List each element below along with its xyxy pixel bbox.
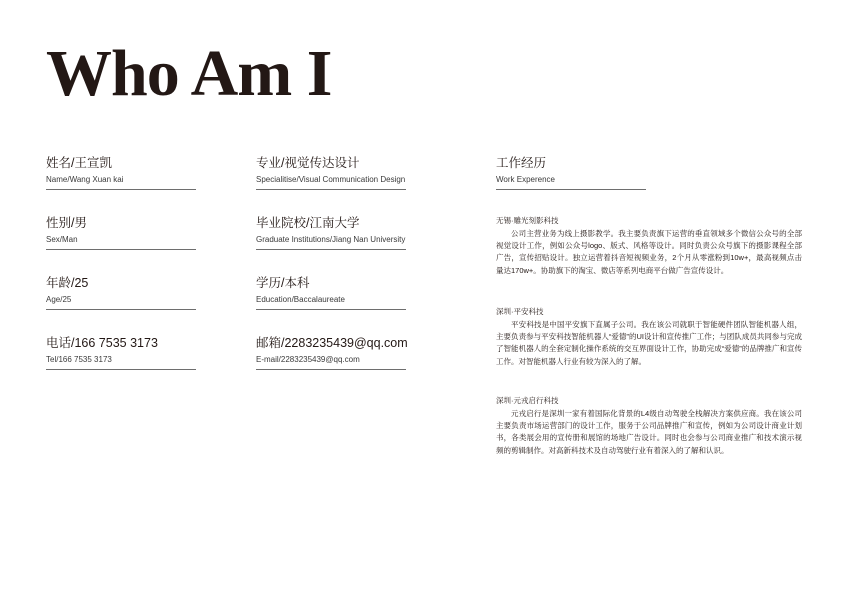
divider bbox=[256, 249, 406, 250]
speciality-label: 专业/视觉传达设计 bbox=[256, 156, 360, 170]
work-description: 平安科技是中国平安旗下直属子公司。我在该公司就职于智能硬件团队智能机器人组，主要负责参与平安科技智能机器人“爱德”的UI设计和宣传推广工作；与团队成员共同参与完成了智能机器人的全套定制化操作系统的交互界面设计工作，协助完成“爱德”的品牌推广和宣传工作。对智能机器人行业有较为深入的了解。 bbox=[496, 320, 802, 366]
sex-label-en: Sex/Man bbox=[46, 235, 78, 244]
company-name: 深圳·元戎启行科技 bbox=[496, 396, 559, 405]
sex-field bbox=[46, 215, 87, 245]
tel-label: 电话/166 7535 3173 bbox=[46, 336, 158, 350]
email-label: 邮箱/2283235439@qq.com bbox=[256, 336, 408, 350]
work-description: 元戎启行是深圳一家有着国际化背景的L4级自动驾驶全栈解决方案供应商。我在该公司主要负责市场运营部门的设计工作，服务于公司品牌推广和宣传，例如为公司设计商业计划书，各类展会用的宣传册和展馆的场地广告设计。同时也会参与公司商业推广和技术演示视频的剪辑制作。对高新科技术及自动驾驶行业有着深入的了解和认识。 bbox=[496, 409, 802, 455]
divider bbox=[256, 189, 406, 190]
work-heading-label: 工作经历 bbox=[496, 156, 547, 170]
company-name: 无锡·雕光刻影科技 bbox=[496, 216, 559, 225]
age-label: 年龄/25 bbox=[46, 276, 89, 290]
education-field bbox=[256, 275, 345, 305]
institution-label: 毕业院校/江南大学 bbox=[256, 216, 360, 230]
work-experience-heading bbox=[496, 155, 555, 185]
divider bbox=[256, 369, 406, 370]
education-label-en: Education/Baccalaureate bbox=[256, 295, 345, 304]
work-entry bbox=[496, 395, 802, 457]
divider bbox=[46, 189, 196, 190]
page-title: Who Am I bbox=[46, 37, 332, 110]
age-label-en: Age/25 bbox=[46, 295, 72, 304]
speciality-label-en: Specialitise/Visual Communication Design bbox=[256, 175, 406, 184]
tel-field bbox=[46, 335, 158, 365]
work-entry bbox=[496, 215, 802, 277]
institution-label-en: Graduate Institutions/Jiang Nan University bbox=[256, 235, 406, 244]
institution-field bbox=[256, 215, 405, 245]
work-heading-label-en: Work Experence bbox=[496, 175, 555, 184]
divider bbox=[46, 309, 196, 310]
work-entry bbox=[496, 306, 802, 368]
name-label-en: Name/Wang Xuan kai bbox=[46, 175, 124, 184]
education-label: 学历/本科 bbox=[256, 276, 310, 290]
divider bbox=[46, 369, 196, 370]
age-field bbox=[46, 275, 88, 305]
email-field bbox=[256, 335, 408, 365]
sex-label: 性别/男 bbox=[46, 216, 87, 230]
name-label: 姓名/王宣凯 bbox=[46, 156, 112, 170]
speciality-field bbox=[256, 155, 405, 185]
divider bbox=[256, 309, 406, 310]
divider bbox=[496, 189, 646, 190]
email-label-en: E-mail/2283235439@qq.com bbox=[256, 355, 360, 364]
work-description: 公司主营业务为线上摄影教学。我主要负责旗下运营的垂直领域多个微信公众号的全部视觉设计工作，例如公众号logo、版式、风格等设计。同时负责公众号旗下的摄影课程全部广告，宣传招贴设计。独立运营着抖音短视频业务，2个月从零涨粉到10w+，最高视频点击量达170w+。协助旗下的淘宝、微店等系列电商平台做广告宣传设计。 bbox=[496, 229, 802, 275]
tel-label-en: Tel/166 7535 3173 bbox=[46, 355, 112, 364]
divider bbox=[46, 249, 196, 250]
name-field bbox=[46, 155, 124, 185]
company-name: 深圳·平安科技 bbox=[496, 307, 544, 316]
